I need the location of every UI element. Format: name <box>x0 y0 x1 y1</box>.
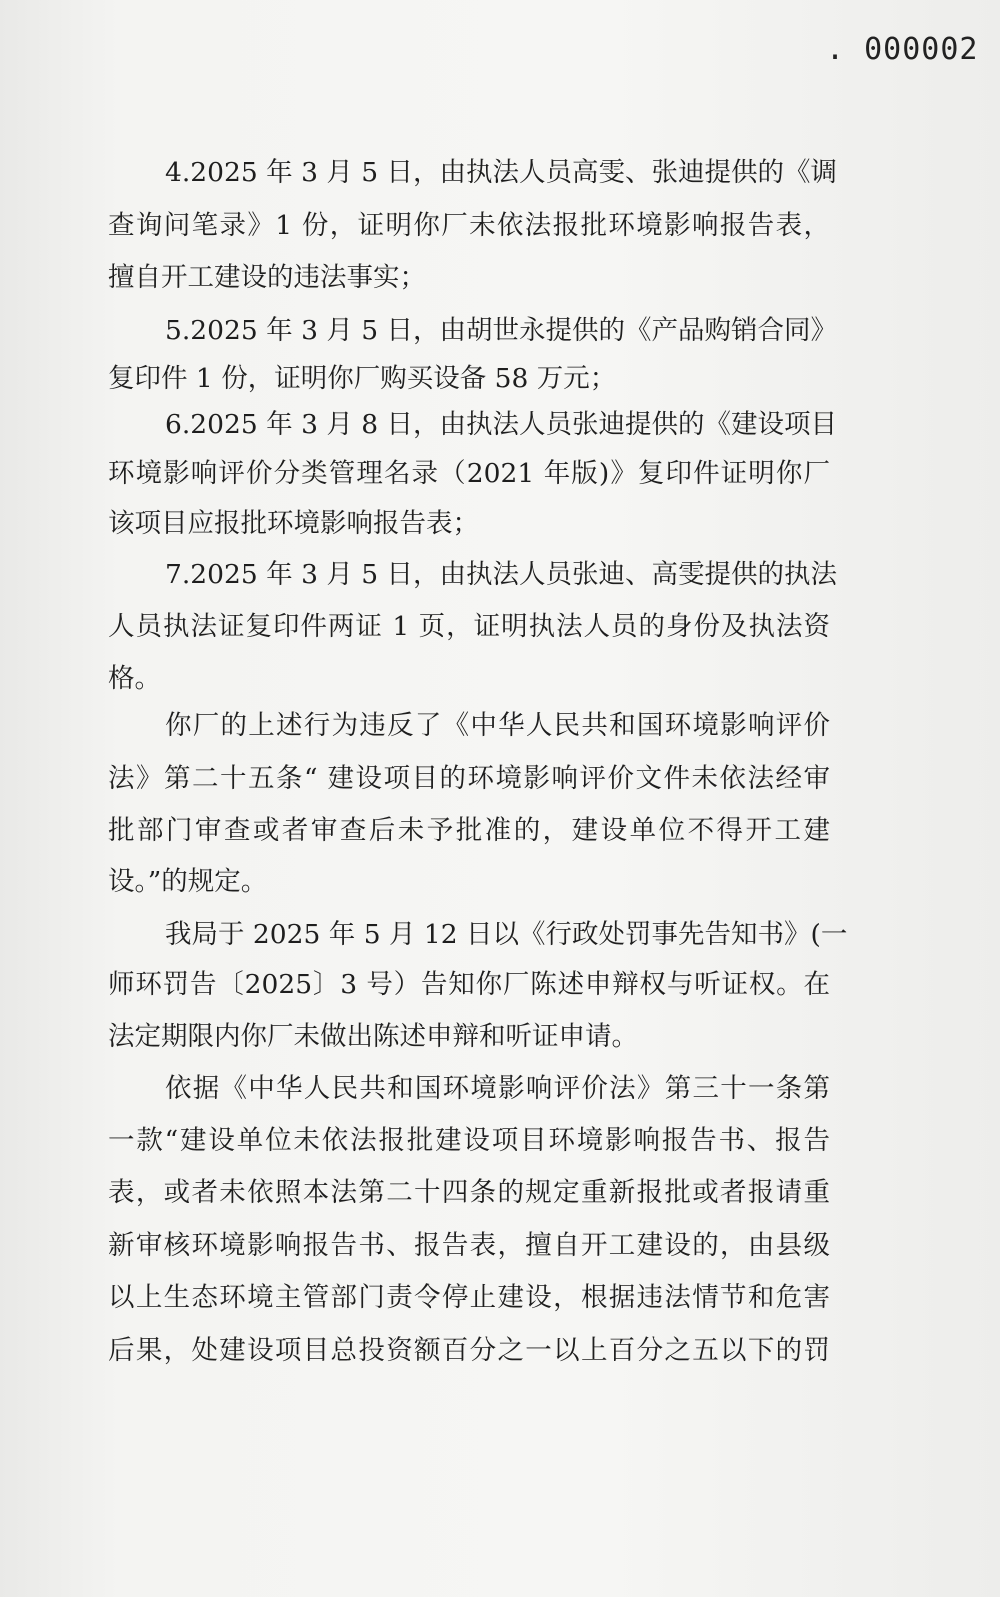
text-line: 格。 <box>108 663 161 694</box>
page-number: . 000002 <box>826 32 979 67</box>
text-line: 复印件 1 份，证明你厂购买设备 58 万元； <box>108 363 617 394</box>
text-line: 设。”的规定。 <box>108 866 268 897</box>
text-line: 表，或者未依照本法第二十四条的规定重新报批或者报请重 <box>108 1177 830 1208</box>
text-line: 你厂的上述行为违反了《中华人民共和国环境影响评价 <box>165 710 830 741</box>
text-line: 5.2025 年 3 月 5 日，由胡世永提供的《产品购销合同》 <box>165 315 838 346</box>
text-line: 4.2025 年 3 月 5 日，由执法人员高雯、张迪提供的《调 <box>165 157 838 188</box>
text-line: 7.2025 年 3 月 5 日，由执法人员张迪、高雯提供的执法 <box>165 559 838 590</box>
text-line: 法定期限内你厂未做出陈述申辩和听证申请。 <box>108 1021 638 1052</box>
text-line: 查询问笔录》1 份，证明你厂未依法报批环境影响报告表， <box>108 210 830 241</box>
text-line: 新审核环境影响报告书、报告表，擅自开工建设的，由县级 <box>108 1230 830 1261</box>
text-line: 师环罚告〔2025〕3 号）告知你厂陈述申辩权与听证权。在 <box>108 969 830 1000</box>
text-line: 该项目应报批环境影响报告表； <box>108 508 479 539</box>
text-line: 后果，处建设项目总投资额百分之一以上百分之五以下的罚 <box>108 1335 830 1366</box>
text-line: 我局于 2025 年 5 月 12 日以《行政处罚事先告知书》(一 <box>165 919 848 950</box>
text-line: 6.2025 年 3 月 8 日，由执法人员张迪提供的《建设项目 <box>165 409 838 440</box>
text-line: 批部门审查或者审查后未予批准的，建设单位不得开工建 <box>108 815 830 846</box>
text-line: 环境影响评价分类管理名录（2021 年版)》复印件证明你厂 <box>108 458 830 489</box>
text-line: 擅自开工建设的违法事实； <box>108 262 426 293</box>
text-line: 以上生态环境主管部门责令停止建设，根据违法情节和危害 <box>108 1282 830 1313</box>
text-line: 一款“建设单位未依法报批建设项目环境影响报告书、报告 <box>108 1125 830 1156</box>
text-line: 法》第二十五条“ 建设项目的环境影响评价文件未依法经审 <box>108 763 830 794</box>
text-line: 人员执法证复印件两证 1 页，证明执法人员的身份及执法资 <box>108 611 830 642</box>
text-line: 依据《中华人民共和国环境影响评价法》第三十一条第 <box>165 1073 830 1104</box>
